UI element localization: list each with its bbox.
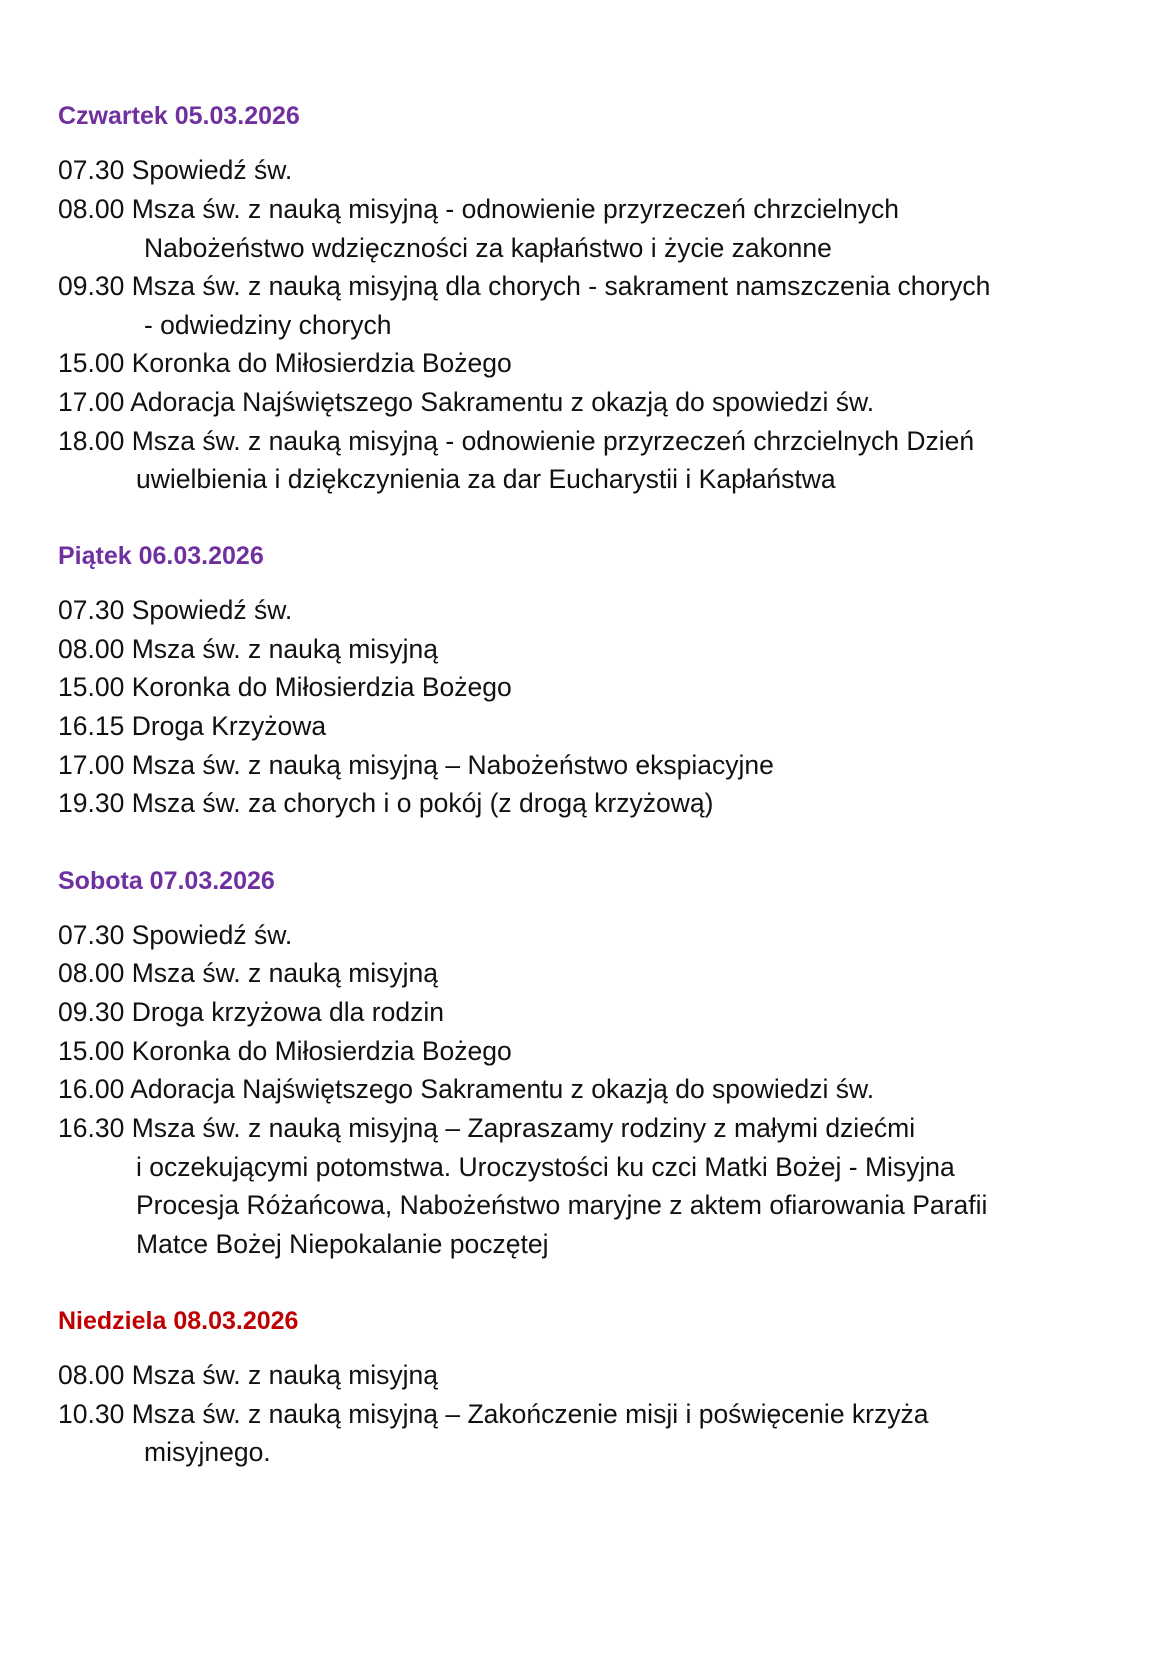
schedule-entry	[58, 1074, 874, 1104]
entry-time: 17.00	[58, 750, 125, 780]
schedule-entry	[58, 1113, 915, 1143]
entry-time: 16.15	[58, 711, 125, 741]
schedule-entry	[58, 711, 326, 741]
entry-time: 17.00	[58, 387, 125, 417]
schedule-page	[58, 0, 1148, 1654]
entry-text: Spowiedź św.	[131, 155, 293, 185]
entry-text: Koronka do Miłosierdzia Bożego	[131, 672, 512, 702]
entry-continuation: - odwiedziny chorych	[144, 310, 392, 340]
entry-text: Koronka do Miłosierdzia Bożego	[131, 1036, 512, 1066]
schedule-entry	[58, 958, 438, 988]
entry-text: Msza św. z nauką misyjną – Zapraszamy rodziny z małymi dziećmi	[131, 1113, 916, 1143]
entry-continuation: Nabożeństwo wdzięczności za kapłaństwo i życie zakonne	[144, 233, 832, 263]
entry-time: 16.00	[58, 1074, 125, 1104]
schedule-entry	[58, 634, 438, 664]
entry-text: Msza św. z nauką misyjną dla chorych - sakrament namszczenia chorych	[131, 271, 991, 301]
entry-time: 08.00	[58, 958, 125, 988]
entry-continuation: uwielbienia i dziękczynienia za dar Eucharystii i Kapłaństwa	[136, 464, 836, 494]
day-heading-sunday: Niedziela 08.03.2026	[58, 1307, 299, 1335]
entry-continuation: Matce Bożej Niepokalanie poczętej	[136, 1229, 549, 1259]
entry-time: 19.30	[58, 788, 125, 818]
entry-time: 07.30	[58, 155, 125, 185]
schedule-entry	[58, 1360, 438, 1390]
schedule-entry	[58, 194, 899, 224]
entry-text: Koronka do Miłosierdzia Bożego	[131, 348, 512, 378]
entry-time: 07.30	[58, 595, 125, 625]
entry-text: Spowiedź św.	[131, 595, 293, 625]
entry-time: 08.00	[58, 194, 125, 224]
schedule-entry	[58, 155, 292, 185]
entry-time: 07.30	[58, 920, 125, 950]
entry-time: 09.30	[58, 997, 125, 1027]
day-heading: Czwartek 05.03.2026	[58, 102, 300, 130]
entry-continuation: Procesja Różańcowa, Nabożeństwo maryjne z aktem ofiarowania Parafii	[136, 1190, 988, 1220]
schedule-entry	[58, 1036, 512, 1066]
entry-time: 18.00	[58, 426, 125, 456]
entry-time: 10.30	[58, 1399, 125, 1429]
schedule-entry	[58, 348, 512, 378]
entry-time: 09.30	[58, 271, 125, 301]
entry-text: Adoracja Najświętszego Sakramentu z okazją do spowiedzi św.	[130, 387, 875, 417]
schedule-entry	[58, 271, 990, 301]
entry-text: Msza św. z nauką misyjną	[131, 634, 439, 664]
schedule-entry	[58, 750, 774, 780]
entry-text: Msza św. z nauką misyjną - odnowienie przyrzeczeń chrzcielnych Dzień	[131, 426, 975, 456]
schedule-entry	[58, 1399, 928, 1429]
schedule-entry	[58, 426, 974, 456]
entry-text: Msza św. z nauką misyjną – Zakończenie misji i poświęcenie krzyża	[131, 1399, 929, 1429]
entry-time: 08.00	[58, 1360, 125, 1390]
entry-continuation: i oczekującymi potomstwa. Uroczystości ku czci Matki Bożej - Misyjna	[136, 1152, 955, 1182]
schedule-entry	[58, 920, 292, 950]
entry-time: 08.00	[58, 634, 125, 664]
entry-text: Droga Krzyżowa	[131, 711, 327, 741]
entry-continuation: misyjnego.	[144, 1437, 271, 1467]
entry-text: Spowiedź św.	[131, 920, 293, 950]
schedule-entry	[58, 997, 444, 1027]
entry-text: Droga krzyżowa dla rodzin	[131, 997, 444, 1027]
schedule-entry	[58, 788, 713, 818]
entry-text: Adoracja Najświętszego Sakramentu z okazją do spowiedzi św.	[130, 1074, 875, 1104]
entry-time: 16.30	[58, 1113, 125, 1143]
entry-text: Msza św. z nauką misyjną - odnowienie przyrzeczeń chrzcielnych	[131, 194, 900, 224]
day-heading: Sobota 07.03.2026	[58, 867, 275, 895]
entry-text: Msza św. z nauką misyjną – Nabożeństwo ekspiacyjne	[131, 750, 774, 780]
entry-time: 15.00	[58, 672, 125, 702]
schedule-entry	[58, 387, 874, 417]
schedule-entry	[58, 595, 292, 625]
entry-text: Msza św. za chorych i o pokój (z drogą krzyżową)	[131, 788, 714, 818]
entry-time: 15.00	[58, 348, 125, 378]
day-heading: Piątek 06.03.2026	[58, 542, 264, 570]
schedule-entry	[58, 672, 512, 702]
entry-time: 15.00	[58, 1036, 125, 1066]
entry-text: Msza św. z nauką misyjną	[131, 1360, 439, 1390]
entry-text: Msza św. z nauką misyjną	[131, 958, 439, 988]
